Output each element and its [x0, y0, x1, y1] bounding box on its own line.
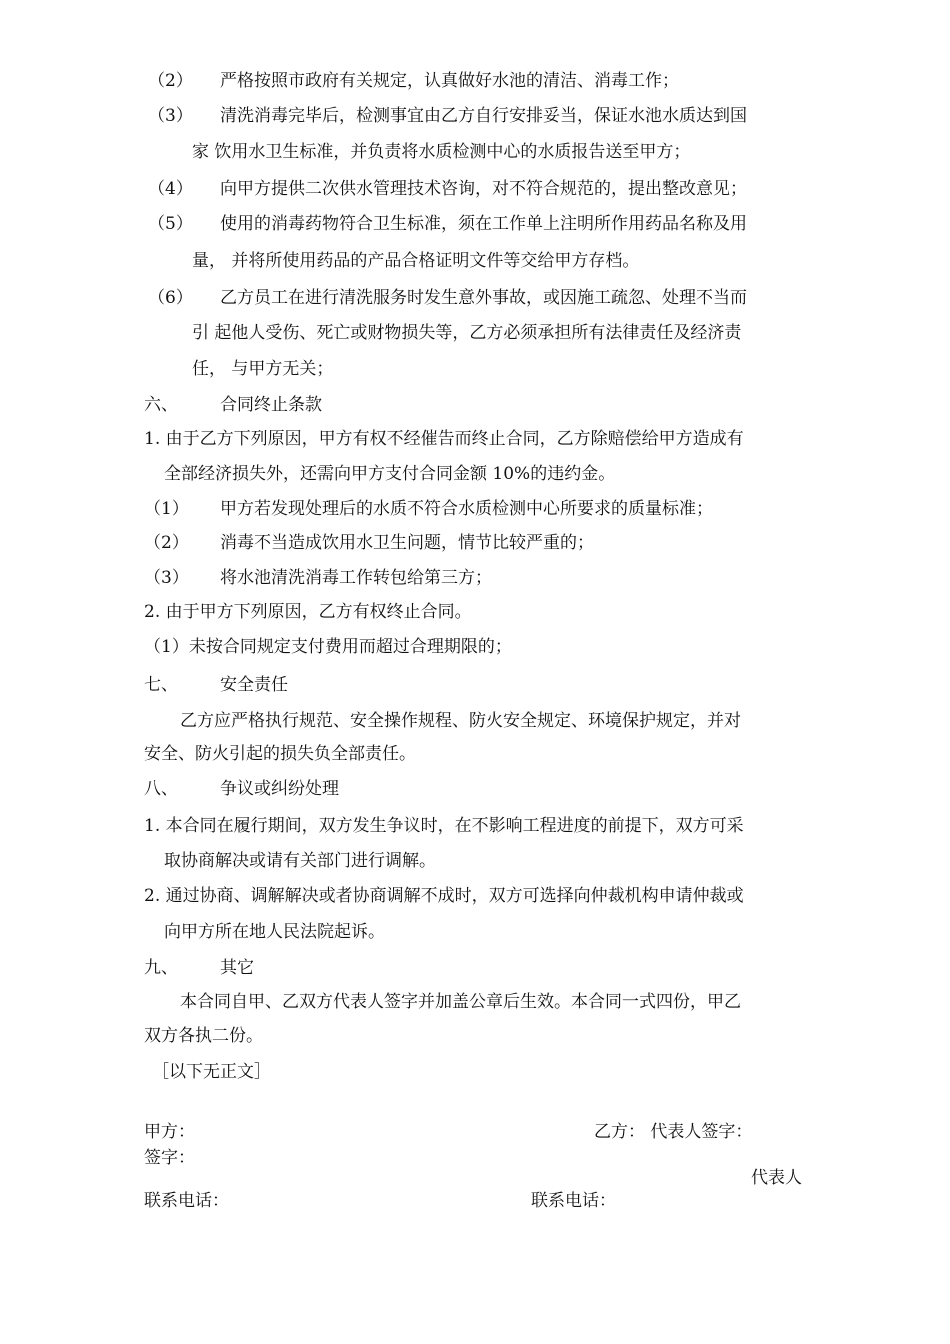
section-8-para-1-cont: 取协商解决或请有关部门进行调解。 — [164, 851, 436, 871]
end-of-text-marker: ［以下无正文］ — [152, 1062, 271, 1082]
section-title: 合同终止条款 — [220, 395, 322, 415]
section-6-para-2: 2. 由于甲方下列原因，乙方有权终止合同。 — [144, 602, 472, 622]
party-b-phone-label: 联系电话： — [531, 1191, 616, 1211]
item-5-6-cont: 引 起他人受伤、死亡或财物损失等，乙方必须承担所有法律责任及经济责 — [192, 323, 742, 343]
section-number: 八、 — [144, 779, 178, 799]
item-number: （6） — [148, 288, 193, 308]
section-7-heading — [144, 674, 288, 696]
item-number: （5） — [148, 214, 193, 234]
party-a-signature-label: 签字： — [144, 1148, 195, 1168]
item-5-6-cont2: 任， 与甲方无关； — [192, 359, 334, 379]
section-6-para-1: 1. 由于乙方下列原因，甲方有权不经催告而终止合同，乙方除赔偿给甲方造成有 — [144, 429, 744, 449]
party-b-signature-label: 乙方： 代表人签字： — [594, 1122, 753, 1142]
item-text: 将水池清洗消毒工作转包给第三方； — [220, 568, 492, 588]
item-5-6 — [148, 287, 747, 309]
party-a-label: 甲方： — [144, 1122, 195, 1142]
item-text: 消毒不当造成饮用水卫生问题，情节比较严重的； — [220, 533, 594, 553]
item-number: （3） — [148, 106, 193, 126]
section-6-heading — [144, 394, 322, 416]
section-6-para-1-cont: 全部经济损失外，还需向甲方支付合同金额 10%的违约金。 — [164, 464, 616, 484]
item-text: 乙方员工在进行清洗服务时发生意外事故，或因施工疏忽、处理不当而 — [220, 288, 747, 308]
section-title: 安全责任 — [220, 675, 288, 695]
section-7-para-cont: 安全、防火引起的损失负全部责任。 — [144, 744, 416, 764]
section-number: 七、 — [144, 675, 178, 695]
section-8-para-2-cont: 向甲方所在地人民法院起诉。 — [164, 922, 385, 942]
section-8-heading — [144, 778, 339, 800]
section-6-sub-1 — [144, 498, 713, 520]
item-number: （1） — [144, 499, 189, 519]
section-number: 九、 — [144, 958, 178, 978]
item-5-5-cont: 量， 并将所使用药品的产品合格证明文件等交给甲方存档。 — [192, 251, 640, 271]
item-5-3 — [148, 105, 747, 127]
party-b-representative-label: 代表人 — [751, 1168, 802, 1188]
item-number: （2） — [144, 533, 189, 553]
item-text: 甲方若发现处理后的水质不符合水质检测中心所要求的质量标准； — [220, 499, 713, 519]
section-title: 其它 — [220, 958, 254, 978]
item-text: 向甲方提供二次供水管理技术咨询，对不符合规范的，提出整改意见； — [220, 179, 747, 199]
section-6-sub-2 — [144, 532, 594, 554]
section-title: 争议或纠纷处理 — [220, 779, 339, 799]
section-9-para-cont: 双方各执二份。 — [144, 1026, 263, 1046]
item-number: （3） — [144, 568, 189, 588]
section-9-para: 本合同自甲、乙双方代表人签字并加盖公章后生效。本合同一式四份，甲乙 — [180, 992, 741, 1012]
item-5-3-cont: 家 饮用水卫生标准，并负责将水质检测中心的水质报告送至甲方； — [192, 142, 691, 162]
item-5-5 — [148, 213, 747, 235]
section-8-para-1: 1. 本合同在履行期间，双方发生争议时，在不影响工程进度的前提下，双方可采 — [144, 816, 744, 836]
item-text: 使用的消毒药物符合卫生标准，须在工作单上注明所作用药品名称及用 — [220, 214, 747, 234]
section-number: 六、 — [144, 395, 178, 415]
item-5-4 — [148, 178, 747, 200]
item-5-2 — [148, 70, 679, 92]
section-6-para-2-item: （1）未按合同规定支付费用而超过合理期限的； — [144, 637, 512, 657]
section-9-heading — [144, 957, 254, 979]
item-text: 严格按照市政府有关规定，认真做好水池的清洁、消毒工作； — [220, 71, 679, 91]
item-text: 清洗消毒完毕后，检测事宜由乙方自行安排妥当，保证水池水质达到国 — [220, 106, 747, 126]
item-number: （4） — [148, 179, 193, 199]
section-7-para: 乙方应严格执行规范、安全操作规程、防火安全规定、环境保护规定，并对 — [180, 711, 741, 731]
item-number: （2） — [148, 71, 193, 91]
party-a-phone-label: 联系电话： — [144, 1191, 229, 1211]
section-6-sub-3 — [144, 567, 492, 589]
section-8-para-2: 2. 通过协商、调解解决或者协商调解不成时，双方可选择向仲裁机构申请仲裁或 — [144, 886, 744, 906]
